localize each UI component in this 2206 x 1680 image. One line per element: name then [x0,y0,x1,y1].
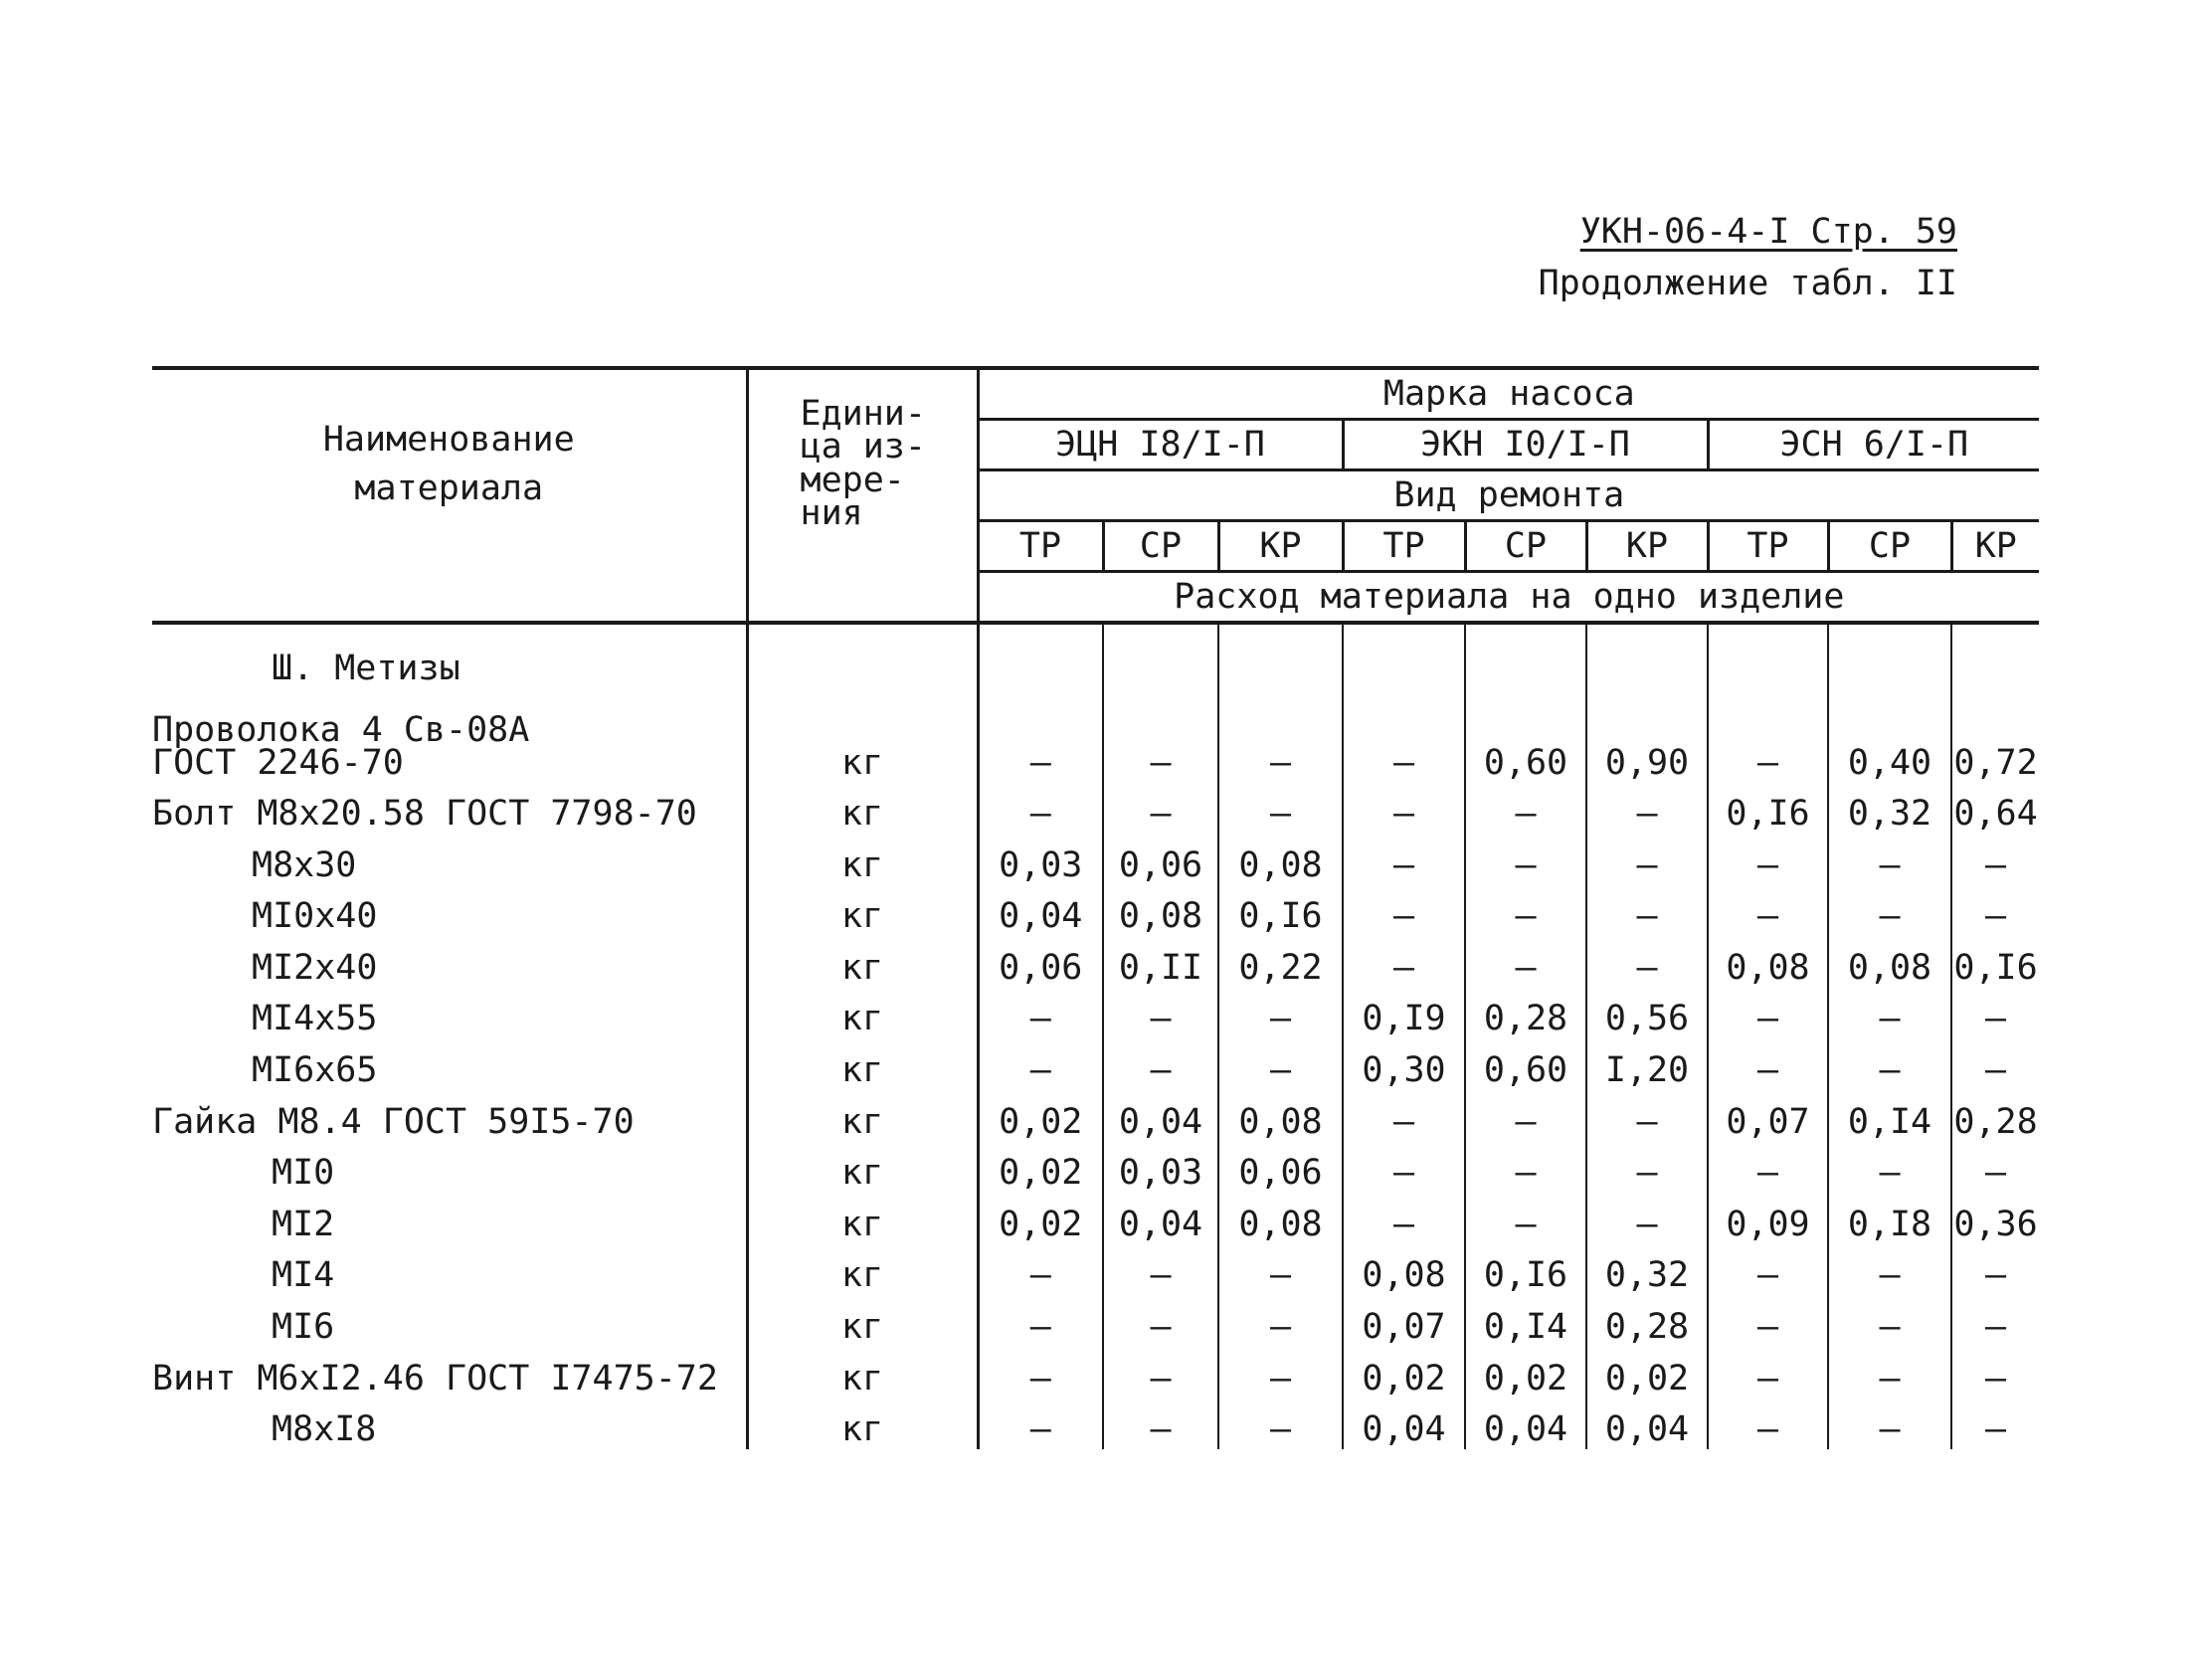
value-cell: – [1828,1244,1951,1296]
value-cell: – [1218,783,1343,835]
table-row [152,885,2039,937]
value-cell: 0,02 [978,1193,1103,1244]
value-cell: – [1343,714,1465,783]
value-cell: – [1985,1153,2007,1194]
value-cell: 0,28 [1586,1295,1708,1347]
value-cell: – [1708,1295,1828,1347]
value-cell: – [1708,885,1828,937]
value-cell: 0,30 [1343,1038,1465,1090]
value-cell: – [1828,1142,1951,1194]
table-row [152,1142,2039,1194]
value-cell: 0,I9 [1343,988,1465,1039]
value-cell: 0,I6 [1465,1244,1586,1296]
value-cell: 0,I6 [1218,885,1343,937]
value-cell: – [978,1347,1103,1399]
material-name: МI0х40 [152,885,747,937]
header-repair-tr-3: ТР [1708,521,1828,572]
header-pump-2: ЭКН I0/I-П [1343,420,1708,470]
value-cell: – [1828,834,1951,885]
value-cell: 0,08 [1218,834,1343,885]
value-cell: – [1828,988,1951,1039]
material-name: Гайка М8.4 ГОСТ 59I5-70 [152,1090,747,1142]
header-repair-type: Вид ремонта [978,470,2039,521]
value-cell: – [1218,714,1343,783]
table-row [152,988,2039,1039]
header-unit: Едини- ца из- мере- ния [747,368,978,623]
value-cell: 0,I8 [1828,1193,1951,1244]
value-cell: – [1103,1244,1218,1296]
value-cell: 0,32 [1586,1244,1708,1296]
value-cell: 0,04 [1103,1193,1218,1244]
material-name: М8хI8 [152,1399,747,1450]
value-cell: 0,04 [1103,1090,1218,1142]
value-cell: 0,28 [1953,1101,2038,1142]
header-pump-brand: Марка насоса [978,368,2039,420]
unit-cell: кг [747,1347,978,1399]
value-cell: – [1343,1090,1465,1142]
header-repair-tr-2: ТР [1343,521,1465,572]
value-cell: 0,I4 [1828,1090,1951,1142]
unit-cell: кг [747,988,978,1039]
table-row [152,834,2039,885]
value-cell: – [978,1244,1103,1296]
unit-cell: кг [747,1193,978,1244]
value-cell: 0,08 [1218,1193,1343,1244]
table-row [152,1347,2039,1399]
section-title: Ш. Метизы [152,623,747,714]
value-cell: – [1343,885,1465,937]
value-cell: 0,08 [1103,885,1218,937]
unit-cell: кг [747,1038,978,1090]
value-cell: 0,08 [1343,1244,1465,1296]
value-cell: – [1465,1142,1586,1194]
value-cell: – [1985,1255,2007,1296]
value-cell: – [1985,1409,2007,1450]
value-cell: 0,09 [1708,1193,1828,1244]
value-cell: – [1985,1358,2007,1399]
value-cell: – [1218,1347,1343,1399]
value-cell: – [1828,1295,1951,1347]
value-cell: – [1586,834,1708,885]
value-cell: 0,90 [1586,714,1708,783]
value-cell: 0,28 [1465,988,1586,1039]
value-cell: 0,02 [1586,1347,1708,1399]
header-repair-kr-1: КР [1218,521,1343,572]
value-cell: – [1708,1142,1828,1194]
value-cell: 0,02 [978,1090,1103,1142]
material-name: Болт М8х20.58 ГОСТ 7798-70 [152,783,747,835]
materials-table [152,366,2039,1449]
table-body [152,623,2039,1449]
value-cell: 0,02 [978,1142,1103,1194]
material-name: МI4х55 [152,988,747,1039]
value-cell: 0,08 [1218,1090,1343,1142]
header-repair-kr-2: КР [1586,521,1708,572]
value-cell: – [1586,885,1708,937]
material-name: Проволока 4 Св-08А ГОСТ 2246-70 [152,714,747,783]
value-cell: – [1103,1399,1218,1450]
value-cell: – [1828,1347,1951,1399]
value-cell: 0,07 [1343,1295,1465,1347]
material-name: МI0 [152,1142,747,1194]
value-cell: – [1985,1307,2007,1348]
table-row [152,1038,2039,1090]
value-cell: – [978,1295,1103,1347]
value-cell: 0,I6 [1708,783,1828,835]
value-cell: I,20 [1586,1038,1708,1090]
value-cell: – [1218,1244,1343,1296]
value-cell: – [1985,896,2007,937]
value-cell: – [1218,1399,1343,1450]
header-pump-3: ЭСН 6/I-П [1708,420,2039,470]
value-cell: 0,I4 [1465,1295,1586,1347]
table-row [152,1193,2039,1244]
value-cell: 0,07 [1708,1090,1828,1142]
value-cell: – [1985,999,2007,1039]
table-continuation-note: Продолжение табл. II [1538,264,1957,303]
value-cell: 0,64 [1953,794,2038,835]
material-name: Винт М6хI2.46 ГОСТ I7475-72 [152,1347,747,1399]
value-cell: 0,04 [1586,1399,1708,1450]
value-cell: – [1103,1295,1218,1347]
value-cell: 0,03 [978,834,1103,885]
table-header [152,368,2039,623]
header-repair-sr-1: СР [1103,521,1218,572]
value-cell: – [1828,885,1951,937]
value-cell: – [1586,783,1708,835]
unit-cell: кг [747,1142,978,1194]
value-cell: 0,60 [1465,714,1586,783]
value-cell: – [1985,1050,2007,1091]
value-cell: – [1708,1347,1828,1399]
table-row [152,1295,2039,1347]
value-cell: 0,06 [978,936,1103,988]
table-row [152,936,2039,988]
document-reference: УКН-06-4-I Стр. 59 [1579,212,1957,252]
value-cell: – [1465,834,1586,885]
material-name: МI2х40 [152,936,747,988]
material-name: МI2 [152,1193,747,1244]
value-cell: – [1343,834,1465,885]
value-cell: – [1465,1193,1586,1244]
value-cell: – [1218,988,1343,1039]
value-cell: 0,06 [1218,1142,1343,1194]
value-cell: – [1586,1193,1708,1244]
value-cell: 0,02 [1465,1347,1586,1399]
value-cell: – [978,714,1103,783]
value-cell: – [1465,1090,1586,1142]
value-cell: 0,56 [1586,988,1708,1039]
value-cell: – [1343,1193,1465,1244]
value-cell: – [1828,1399,1951,1450]
value-cell: – [1586,936,1708,988]
header-pump-1: ЭЦН I8/I-П [978,420,1343,470]
unit-cell: кг [747,783,978,835]
value-cell: – [1103,783,1218,835]
value-cell: – [1343,783,1465,835]
value-cell: – [1103,714,1218,783]
value-cell: – [1708,1399,1828,1450]
value-cell: – [1708,1038,1828,1090]
unit-cell: кг [747,1399,978,1450]
value-cell: – [1586,1142,1708,1194]
value-cell: 0,22 [1218,936,1343,988]
unit-cell: кг [747,885,978,937]
value-cell: 0,60 [1465,1038,1586,1090]
table-row [152,783,2039,835]
unit-cell: кг [747,1090,978,1142]
value-cell: 0,32 [1828,783,1951,835]
value-cell: – [1343,1142,1465,1194]
value-cell: 0,03 [1103,1142,1218,1194]
value-cell: – [978,1399,1103,1450]
table-row [152,714,2039,783]
value-cell: 0,I6 [1953,947,2038,988]
header-repair-sr-3: СР [1828,521,1951,572]
unit-cell: кг [747,834,978,885]
value-cell: 0,II [1103,936,1218,988]
material-name: МI4 [152,1244,747,1296]
value-cell: – [1708,988,1828,1039]
value-cell: – [1985,844,2007,885]
value-cell: 0,04 [978,885,1103,937]
value-cell: 0,72 [1953,742,2038,783]
value-cell: 0,08 [1828,936,1951,988]
value-cell: – [1708,1244,1828,1296]
value-cell: – [1103,1038,1218,1090]
value-cell: – [1218,1038,1343,1090]
value-cell: – [1828,1038,1951,1090]
unit-cell: кг [747,936,978,988]
table-row [152,1090,2039,1142]
value-cell: 0,02 [1343,1347,1465,1399]
unit-cell: кг [747,1295,978,1347]
value-cell: 0,40 [1828,714,1951,783]
value-cell: – [1708,834,1828,885]
value-cell: – [1708,714,1828,783]
material-name: МI6 [152,1295,747,1347]
header-repair-tr-1: ТР [978,521,1103,572]
header-consumption: Расход материала на одно изделие [978,572,2039,624]
value-cell: – [1465,783,1586,835]
value-cell: 0,04 [1465,1399,1586,1450]
value-cell: 0,06 [1103,834,1218,885]
unit-cell: кг [747,1244,978,1296]
value-cell: – [978,1038,1103,1090]
material-name: МI6х65 [152,1038,747,1090]
value-cell: – [1465,936,1586,988]
value-cell: – [1103,1347,1218,1399]
value-cell: – [1586,1090,1708,1142]
header-repair-sr-2: СР [1465,521,1586,572]
table-row [152,1399,2039,1450]
value-cell: – [1218,1295,1343,1347]
value-cell: 0,08 [1708,936,1828,988]
value-cell: – [1103,988,1218,1039]
value-cell: – [978,783,1103,835]
unit-cell: кг [747,714,978,783]
value-cell: 0,36 [1953,1204,2038,1244]
value-cell: – [1465,885,1586,937]
section-row [152,623,2039,714]
value-cell: – [1343,936,1465,988]
header-material-name: Наименование материала [152,368,747,623]
material-name: М8х30 [152,834,747,885]
header-repair-kr-3: КР [1951,521,2039,572]
value-cell: – [978,988,1103,1039]
value-cell: 0,04 [1343,1399,1465,1450]
table-row [152,1244,2039,1296]
